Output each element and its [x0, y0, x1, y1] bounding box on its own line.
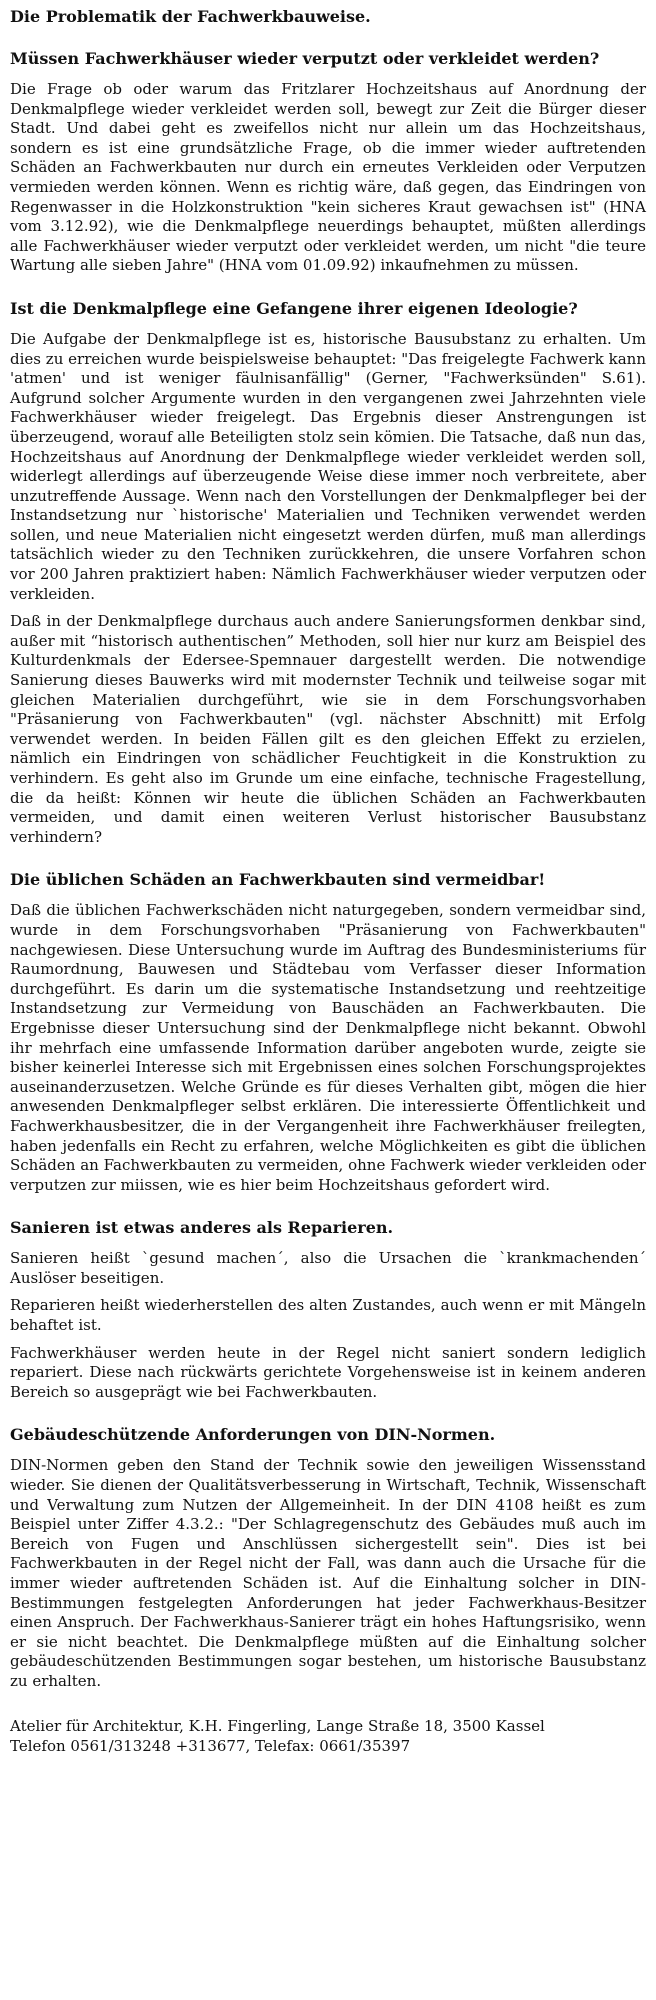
footer-address: Atelier für Architektur, K.H. Fingerling, Lange Straße 18, 3500 Kassel [10, 1716, 545, 1735]
section-verputzt [10, 48, 646, 276]
paragraph: Reparieren heißt wiederherstellen des alten Zustandes, auch wenn er mit Mängeln behaftet ist. [10, 1296, 646, 1335]
paragraph: Die Frage ob oder warum das Fritzlarer Hochzeitshaus auf Anordnung der Denkmalpflege wieder verkleidet werden soll, bewegt zur Zeit die Bürger dieser Stadt. Und dabei geht es zweifellos nicht nur allein um das Hochzeitshaus, sondern es ist eine grundsätzliche Frage, ob die immer wieder auftretenden Schäden an Fachwerkbauten nur durch ein erneutes Verkleiden oder Verputzen vermieden werden können. Wenn es richtig wäre, daß gegen, das Eindringen von Regenwasser in die Holzkonstruktion "kein sicheres Kraut gewachsen ist" (HNA vom 3.12.92), wie die Denkmalpflege neuerdings behauptet, müßten allerdings alle Fachwerkhäuser wieder verputzt oder verkleidet werden, um nicht "die teure Wartung alle sieben Jahre" (HNA vom 01.09.92) inkaufnehmen zu müssen. [10, 80, 646, 275]
paragraph: DIN-Normen geben den Stand der Technik sowie den jeweiligen Wissensstand wieder. Sie dienen der Qualitätsverbesserung in Wirtschaft, Technik, Wissenschaft und Verwaltung zum Nutzen der Allgemeinheit. In der DIN 4108 heißt es zum Beispiel unter Ziffer 4.3.2.: "Der Schlagregenschutz des Gebäudes muß auch im Bereich von Fugen und Anschlüssen sichergestellt sein". Dies ist bei Fachwerkbauten in der Regel nicht der Fall, was dann auch die Ursache für die immer wieder auftretenden Schäden ist. Auf die Einhaltung solcher in DIN-Bestimmungen festgelegten Anforderungen hat jeder Fachwerkhaus-Besitzer einen Anspruch. Der Fachwerkhaus-Sanierer trägt ein hohes Haftungsrisiko, wenn er sie nicht beachtet. Die Denkmalpflege müßten auf die Einhaltung solcher gebäudeschützenden Bestimmungen sogar bestehen, um historische Bausubstanz zu erhalten. [10, 1456, 646, 1690]
section-heading: Die üblichen Schäden an Fachwerkbauten sind vermeidbar! [10, 870, 546, 890]
document-title: Die Problematik der Fachwerkbauweise. [10, 7, 371, 26]
section-heading: Sanieren ist etwas anderes als Reparieren. [10, 1218, 394, 1238]
document-footer [10, 1716, 646, 1756]
section-sanieren [10, 1217, 646, 1402]
paragraph: Sanieren heißt `gesund machen´, also die Ursachen die `krankmachenden´ Auslöser beseitigen. [10, 1249, 646, 1287]
paragraph: Fachwerkhäuser werden heute in der Regel nicht saniert sondern lediglich repariert. Diese nach rückwärts gerichtete Vorgehensweise ist in keinem anderen Bereich so ausgeprägt wie bei Fachwerkbauten. [10, 1343, 646, 1401]
paragraph: Daß die üblichen Fachwerkschäden nicht naturgegeben, sondern vermeidbar sind, wurde in dem Forschungsvorhaben "Präsanierung von Fachwerkbauten" nachgewiesen. Diese Untersuchung wurde im Auftrag des Bundesministeriums für Raumordnung, Bauwesen und Städtebau vom Verfasser dieser Information durchgeführt. Es darin um die systematische Instandsetzung und reehtzeitige Instandsetzung zur Vermeidung von Bauschäden an Fachwerkbauten. Die Ergebnisse dieser Untersuchung sind der Denkmalpflege nicht bekannt. Obwohl ihr mehrfach eine umfassende Information darüber angeboten wurde, zeigte sie bisher keinerlei Interesse sich mit Ergebnissen eines solchen Forschungsprojektes auseinanderzusetzen. Welche Gründe es für dieses Verhalten gibt, mögen die hier anwesenden Denkmalpfleger selbst erklären. Die interessierte Öffentlichkeit und Fachwerkhausbesitzer, die in der Vergangenheit ihre Fachwerkhäuser freilegten, haben jedenfalls ein Recht zu erfahren, welche Möglichkeiten es gibt die üblichen Schäden an Fachwerkbauten zu vermeiden, ohne Fachwerk wieder verkleiden oder verputzen zur miissen, wie es hier beim Hochzeitshaus gefordert wird. [10, 901, 646, 1194]
section-ideologie [10, 298, 646, 847]
paragraph: Die Aufgabe der Denkmalpflege ist es, historische Bausubstanz zu erhalten. Um dies zu erreichen wurde beispielsweise behauptet: "Das freigelegte Fachwerk kann 'atmen' und ist weniger fäulnisanfällig" (Gerner, "Fachwerksünden" S.61). Aufgrund solcher Argumente wurden in den vergangenen zwei Jahrzehnten viele Fachwerkhäuser wieder freigelegt. Das Ergebnis dieser Anstrengungen ist überzeugend, worauf alle Beteiligten stolz sein kömien. Die Tatsache, daß nun das, Hochzeitshaus auf Anordnung der Denkmalpflege wieder verkleidet werden soll, widerlegt allerdings auf überzeugende Weise diese immer noch verbreitete, aber unzutreffende Aussage. Wenn nach den Vorstellungen der Denkmalpfleger bei der Instandsetzung nur `historische' Materialien und Techniken verwendet werden sollen, und neue Materialien nicht eingesetzt werden dürfen, muß man allerdings tatsächlich wieder zu den Techniken zurückkehren, die unsere Vorfahren schon vor 200 Jahren praktiziert haben: Nämlich Fachwerkhäuser wieder verputzen oder verkleiden. [10, 329, 646, 603]
section-schaeden [10, 869, 646, 1195]
section-heading: Müssen Fachwerkhäuser wieder verputzt oder verkleidet werden? [10, 49, 600, 68]
section-heading: Ist die Denkmalpflege eine Gefangene ihrer eigenen Ideologie? [10, 298, 578, 318]
paragraph: Daß in der Denkmalpflege durchaus auch andere Sanierungsformen denkbar sind, außer mit “historisch authentischen” Methoden, soll hier nur kurz am Beispiel des Kulturdenkmals der Edersee-Spemnauer dargestellt werden. Die notwendige Sanierung dieses Bauwerks wird mit modernster Technik und teilweise sogar mit gleichen Materialien durchgeführt, wie sie in dem Forschungsvorhaben "Präsanierung von Fachwerkbauten" (vgl. nächster Abschnitt) mit Erfolg verwendet werden. In beiden Fällen gilt es den gleichen Effekt zu erzielen, nämlich ein Eindringen von schädlicher Feuchtigkeit in die Konstruktion zu verhindern. Es geht also im Grunde um eine einfache, technische Fragestellung, die da heißt: Können wir heute die üblichen Schäden an Fachwerkbauten vermeiden, und damit einen weiteren Verlust historischer Bausubstanz verhindern? [10, 612, 646, 846]
footer-contact: Telefon 0561/313248 +313677, Telefax: 0661/35397 [10, 1736, 411, 1755]
section-din-normen [10, 1424, 646, 1691]
section-heading: Gebäudeschützende Anforderungen von DIN-Normen. [10, 1425, 496, 1445]
